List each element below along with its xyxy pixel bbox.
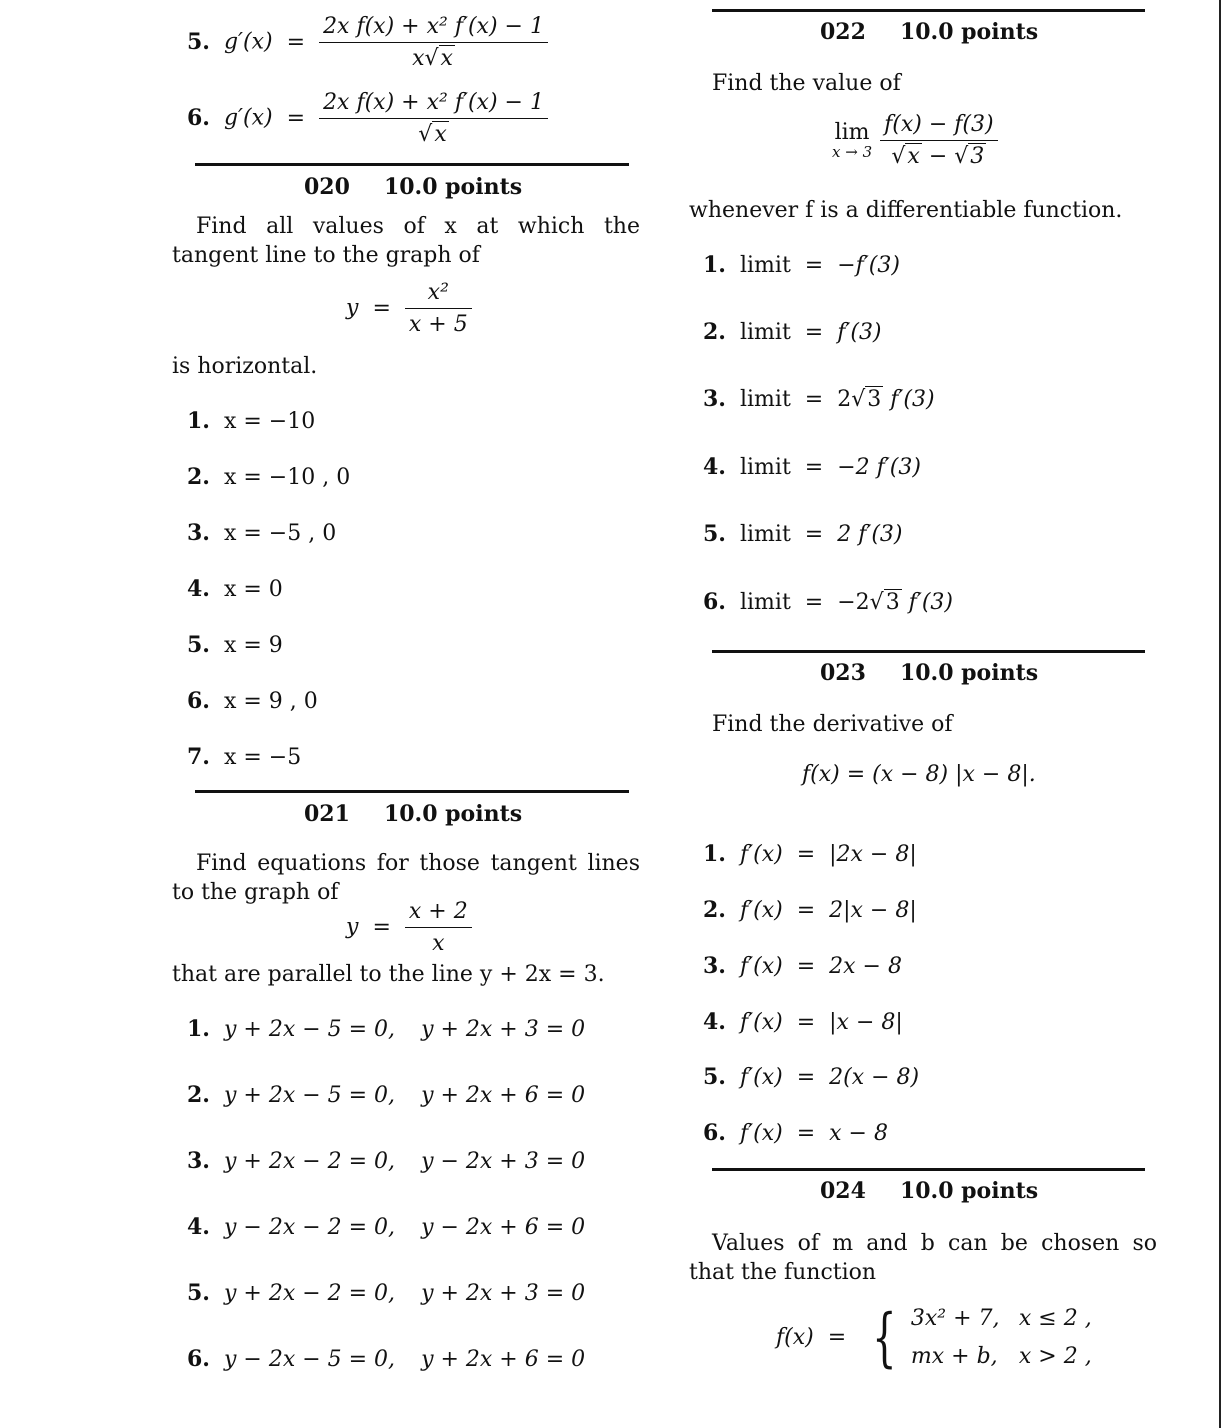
equals-sign: =: [796, 842, 816, 867]
option-first-equation: y + 2x − 5 = 0,: [223, 1017, 396, 1042]
question-number: 022: [820, 19, 866, 45]
denominator-radicand-b: 3: [970, 144, 985, 169]
q021-option-1[interactable]: [187, 1016, 585, 1042]
option-lhs: g′(x): [223, 105, 273, 131]
limit-subscript: x → 3: [832, 142, 873, 161]
option-number: 6.: [187, 104, 210, 131]
q021-option-2[interactable]: [187, 1082, 585, 1108]
option-rhs: 2 f′(3): [837, 522, 903, 547]
option-number: 1.: [703, 841, 726, 867]
option-number: 1.: [187, 408, 210, 434]
option-radicand: 3: [885, 590, 900, 615]
q022-option-1[interactable]: [703, 252, 900, 278]
q022-option-5[interactable]: [703, 521, 903, 547]
q022-option-3[interactable]: 3. limit = 2√3 f′(3): [703, 386, 935, 412]
q020-divider: [195, 163, 629, 166]
case-1-condition: x ≤ 2 ,: [1018, 1306, 1092, 1331]
q020-option-6[interactable]: [187, 688, 318, 714]
option-rhs: 2|x − 8|: [829, 898, 917, 923]
q021-option-5[interactable]: [187, 1280, 585, 1306]
option-radicand: 3: [867, 387, 882, 412]
option-rhs: −f′(3): [837, 253, 900, 278]
option-first-equation: y − 2x − 5 = 0,: [223, 1347, 396, 1372]
option-rhs: |x − 8|: [829, 1010, 903, 1035]
option-lhs: f′(x): [739, 1010, 783, 1035]
option-first-equation: y + 2x − 5 = 0,: [223, 1083, 396, 1108]
option-number: 2.: [703, 897, 726, 923]
equals-sign: =: [796, 1121, 816, 1146]
fraction-numerator: f(x) − f(3): [880, 112, 997, 141]
equals-sign: =: [804, 455, 824, 480]
denominator-radicand-a: x: [907, 144, 920, 169]
option-number: 5.: [703, 1064, 726, 1090]
q020-option-5[interactable]: [187, 632, 283, 658]
q021-divider: [195, 790, 629, 793]
option-text: x = 0: [223, 577, 283, 602]
option-fraction: $\frac{\text{2x f(x) + x² f′(x) − 1}}{√x}$: [319, 90, 548, 147]
option-number: 2.: [187, 464, 210, 490]
q022-header: [820, 19, 1038, 45]
option-number: 6.: [187, 688, 210, 714]
equals-sign: =: [804, 387, 824, 412]
option-second-equation: y − 2x + 6 = 0: [421, 1215, 586, 1240]
equation-lhs: y: [346, 914, 359, 940]
q019-option-5[interactable]: [187, 14, 548, 71]
question-points: 10.0 points: [383, 801, 523, 827]
q022-limit-expression: [832, 112, 998, 169]
q020-option-4[interactable]: [187, 576, 283, 602]
q023-divider: [712, 650, 1145, 653]
option-lhs: limit: [739, 522, 791, 547]
q024-divider: [712, 1168, 1145, 1171]
question-points: 10.0 points: [899, 1178, 1039, 1204]
q023-option-5[interactable]: [703, 1064, 919, 1090]
option-number: 3.: [187, 520, 210, 546]
q023-option-3[interactable]: [703, 953, 902, 979]
option-text: x = 9 , 0: [223, 689, 318, 714]
option-first-equation: y + 2x − 2 = 0,: [223, 1281, 396, 1306]
q024-piecewise-function: [776, 1300, 1092, 1376]
piecewise-cases: [911, 1300, 1092, 1376]
q020-after: is horizontal.: [172, 354, 318, 379]
denominator-prefix: x: [412, 46, 425, 71]
case-1-expression: 3x² + 7,: [910, 1306, 1000, 1331]
equals-sign: =: [796, 1010, 816, 1035]
option-rhs: f′(3): [883, 387, 935, 412]
option-text: x = 9: [223, 633, 283, 658]
question-number: 020: [304, 174, 350, 200]
equals-sign: =: [827, 1325, 847, 1350]
equation-fraction: [405, 280, 472, 337]
equals-sign: =: [286, 105, 306, 131]
q022-after: whenever f is a differentiable function.: [689, 198, 1123, 223]
q023-option-2[interactable]: [703, 897, 917, 923]
equals-sign: =: [804, 522, 824, 547]
q023-option-4[interactable]: [703, 1009, 903, 1035]
option-coefficient: 2: [837, 387, 852, 412]
q022-divider: [712, 9, 1145, 12]
option-rhs: f′(3): [901, 590, 953, 615]
option-rhs: 2x − 8: [829, 954, 902, 979]
q020-option-1[interactable]: [187, 408, 315, 434]
question-points: 10.0 points: [899, 660, 1039, 686]
question-points: 10.0 points: [383, 174, 523, 200]
question-number: 021: [304, 801, 350, 827]
option-lhs: f′(x): [739, 1065, 783, 1090]
q021-header: [304, 801, 522, 827]
q022-option-4[interactable]: [703, 454, 921, 480]
option-number: 6.: [703, 1120, 726, 1146]
option-second-equation: y + 2x + 6 = 0: [421, 1347, 586, 1372]
q024-header: [820, 1178, 1038, 1204]
option-number: 3.: [703, 953, 726, 979]
option-number: 7.: [187, 744, 210, 770]
limit-operator: [832, 119, 873, 161]
option-lhs: limit: [739, 320, 791, 345]
q023-header: [820, 660, 1038, 686]
option-second-equation: y + 2x + 3 = 0: [421, 1017, 586, 1042]
limit-fraction: $\frac{f(x) - f(3)}{√x - √3}$: [880, 112, 997, 169]
option-lhs: limit: [739, 590, 791, 615]
fraction-denominator: x + 5: [408, 312, 468, 337]
q023-prompt: Find the derivative of: [712, 712, 953, 737]
option-number: 5.: [187, 1280, 210, 1306]
fraction-numerator: x + 2: [405, 899, 472, 928]
denominator-radicand: x: [440, 46, 453, 71]
option-number: 1.: [187, 1016, 210, 1042]
option-fraction: $\frac{\text{2x f(x) + x² f′(x) − 1}}{x√x}$: [319, 14, 548, 71]
option-rhs: |2x − 8|: [829, 842, 917, 867]
question-number: 023: [820, 660, 866, 686]
option-number: 3.: [187, 1148, 210, 1174]
option-lhs: limit: [739, 387, 791, 412]
q020-header: [304, 174, 522, 200]
option-rhs: x − 8: [829, 1121, 888, 1146]
option-lhs: f′(x): [739, 898, 783, 923]
equals-sign: =: [796, 898, 816, 923]
fraction-numerator: x²: [405, 280, 472, 309]
page-edge: [1219, 0, 1221, 1428]
q021-after: that are parallel to the line y + 2x = 3.: [172, 962, 605, 987]
option-second-equation: y + 2x + 3 = 0: [421, 1281, 586, 1306]
equals-sign: =: [372, 914, 391, 940]
fraction-numerator: 2x f(x) + x² f′(x) − 1: [319, 90, 548, 119]
option-number: 5.: [187, 632, 210, 658]
option-first-equation: y + 2x − 2 = 0,: [223, 1149, 396, 1174]
q021-equation: [346, 899, 472, 956]
q019-option-6[interactable]: [187, 90, 548, 147]
left-brace: {: [872, 1301, 897, 1375]
equals-sign: =: [804, 590, 824, 615]
q022-option-6[interactable]: 6. limit = −2√3 f′(3): [703, 589, 953, 615]
option-lhs: limit: [739, 253, 791, 278]
q020-prompt: Find all values of x at which the tangent line to the graph of: [172, 214, 640, 268]
q021-prompt: Find equations for those tangent lines to the graph of: [172, 851, 640, 905]
equation-lhs: y: [346, 295, 359, 321]
q021-option-4[interactable]: [187, 1214, 585, 1240]
option-number: 2.: [703, 319, 726, 345]
option-text: x = −5 , 0: [223, 521, 337, 546]
q022-option-2[interactable]: [703, 319, 882, 345]
q023-option-6[interactable]: [703, 1120, 888, 1146]
option-number: 6.: [187, 1346, 210, 1372]
option-lhs: g′(x): [223, 29, 273, 55]
option-text: x = −10: [223, 409, 316, 434]
option-text: x = −5: [223, 745, 302, 770]
q022-prompt: Find the value of: [712, 71, 901, 96]
limit-word: lim: [834, 119, 870, 145]
q020-option-7[interactable]: [187, 744, 301, 770]
option-lhs: f′(x): [739, 842, 783, 867]
equals-sign: =: [804, 320, 824, 345]
denominator-minus: −: [921, 144, 955, 169]
option-number: 2.: [187, 1082, 210, 1108]
option-lhs: limit: [739, 455, 791, 480]
option-coefficient: −2: [837, 590, 870, 615]
function-lhs: f(x): [776, 1325, 814, 1350]
q023-option-1[interactable]: [703, 841, 917, 867]
case-2-condition: x > 2 ,: [1018, 1344, 1092, 1369]
option-number: 4.: [187, 576, 210, 602]
option-number: 5.: [703, 521, 726, 547]
fraction-numerator: 2x f(x) + x² f′(x) − 1: [319, 14, 548, 43]
q020-option-2[interactable]: [187, 464, 350, 490]
q024-prompt: Values of m and b can be chosen so that the function: [689, 1231, 1157, 1285]
option-number: 4.: [187, 1214, 210, 1240]
option-rhs: −2 f′(3): [837, 455, 921, 480]
option-number: 5.: [187, 28, 210, 55]
option-number: 6.: [703, 589, 726, 615]
fraction-denominator: x: [432, 931, 445, 956]
option-first-equation: y − 2x − 2 = 0,: [223, 1215, 396, 1240]
equals-sign: =: [796, 1065, 816, 1090]
option-rhs: 2(x − 8): [829, 1065, 920, 1090]
option-number: 1.: [703, 252, 726, 278]
q021-option-6[interactable]: [187, 1346, 585, 1372]
option-second-equation: y − 2x + 3 = 0: [421, 1149, 586, 1174]
equation-fraction: [405, 899, 472, 956]
case-2-expression: mx + b,: [910, 1344, 998, 1369]
equals-sign: =: [372, 295, 391, 321]
q021-option-3[interactable]: [187, 1148, 585, 1174]
equals-sign: =: [804, 253, 824, 278]
option-number: 3.: [703, 386, 726, 412]
option-rhs: f′(3): [837, 320, 882, 345]
q020-option-3[interactable]: [187, 520, 336, 546]
denominator-radicand: x: [434, 122, 447, 147]
option-number: 4.: [703, 1009, 726, 1035]
equals-sign: =: [286, 29, 306, 55]
q023-function-display: f(x) = (x − 8) |x − 8|.: [802, 762, 1036, 787]
option-lhs: f′(x): [739, 1121, 783, 1146]
option-second-equation: y + 2x + 6 = 0: [421, 1083, 586, 1108]
equals-sign: =: [796, 954, 816, 979]
question-points: 10.0 points: [899, 19, 1039, 45]
option-number: 4.: [703, 454, 726, 480]
question-number: 024: [820, 1178, 866, 1204]
option-text: x = −10 , 0: [223, 465, 351, 490]
q020-equation: [346, 280, 472, 337]
option-lhs: f′(x): [739, 954, 783, 979]
